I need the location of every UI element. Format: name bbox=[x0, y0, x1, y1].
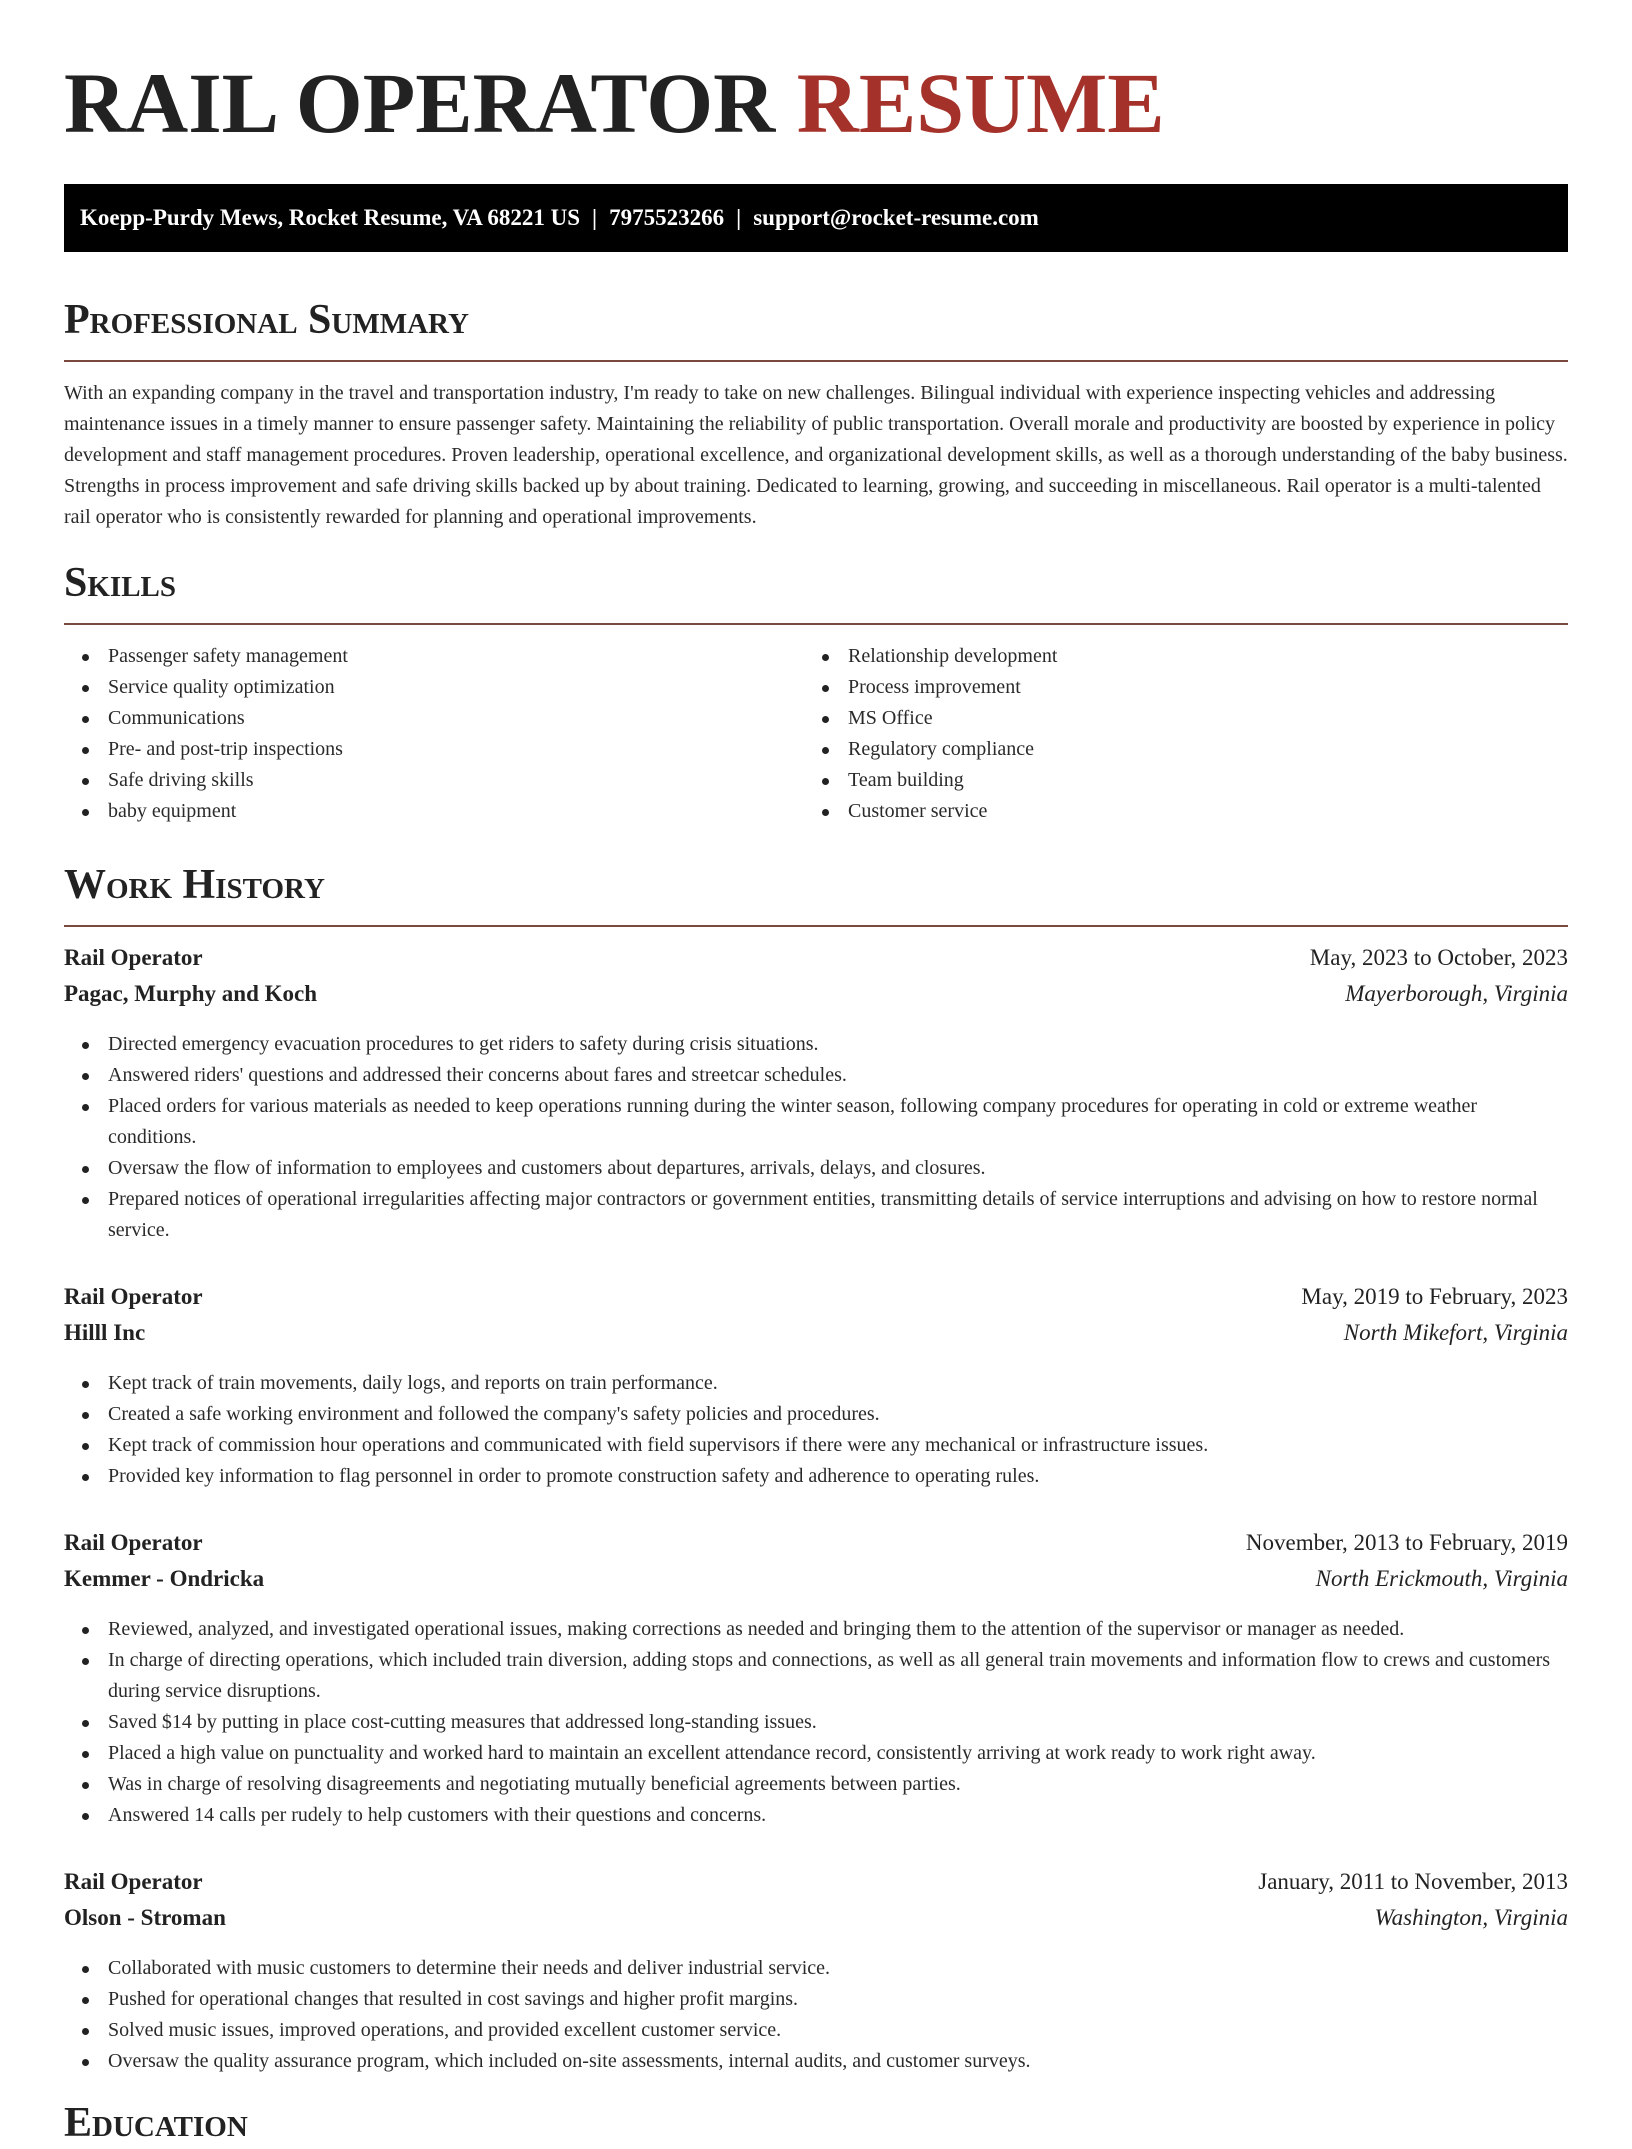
job-company: Hilll Inc bbox=[64, 1320, 146, 1345]
job-duties bbox=[64, 1368, 1568, 1492]
skill-item: Communications bbox=[64, 703, 804, 734]
skills-columns bbox=[64, 641, 1568, 827]
duty-item: Reviewed, analyzed, and investigated operational issues, making corrections as needed and bringing them to the attention of the supervisor or manager as needed. bbox=[64, 1614, 1568, 1645]
job-duties bbox=[64, 1614, 1568, 1831]
professional-summary-section bbox=[64, 294, 1568, 533]
skill-item: Team building bbox=[804, 765, 1544, 796]
section-divider bbox=[64, 623, 1568, 625]
duty-item: Collaborated with music customers to determine their needs and deliver industrial service. bbox=[64, 1953, 1568, 1984]
title-main: RAIL OPERATOR bbox=[64, 55, 776, 151]
duty-item: In charge of directing operations, which included train diversion, adding stops and connections, as well as all general train movements and information flow to crews and customers during service disruptions. bbox=[64, 1645, 1568, 1707]
duty-item: Placed orders for various materials as needed to keep operations running during the winter season, following company procedures for operating in cold or extreme weather conditions. bbox=[64, 1091, 1568, 1153]
skill-item: baby equipment bbox=[64, 796, 804, 827]
section-title-work-history: Work History bbox=[64, 862, 325, 908]
job-duties bbox=[64, 1029, 1568, 1246]
duty-item: Prepared notices of operational irregularities affecting major contractors or government entities, transmitting details of service interruptions and advising on how to restore normal service. bbox=[64, 1184, 1568, 1246]
section-title-skills: Skills bbox=[64, 560, 177, 606]
job-company: Pagac, Murphy and Koch bbox=[64, 981, 318, 1006]
section-divider bbox=[64, 925, 1568, 927]
job-dates: May, 2023 to October, 2023 bbox=[1309, 945, 1568, 970]
duty-item: Pushed for operational changes that resulted in cost savings and higher profit margins. bbox=[64, 1984, 1568, 2015]
duty-item: Directed emergency evacuation procedures to get riders to safety during crisis situations. bbox=[64, 1029, 1568, 1060]
contact-phone[interactable]: 7975523266 bbox=[609, 205, 725, 230]
job-dates: November, 2013 to February, 2019 bbox=[1245, 1530, 1568, 1555]
contact-separator: | bbox=[592, 205, 598, 230]
duty-item: Solved music issues, improved operations, and provided excellent customer service. bbox=[64, 2015, 1568, 2046]
contact-bar bbox=[64, 184, 1568, 252]
work-history-section bbox=[64, 859, 1568, 2077]
duty-item: Placed a high value on punctuality and worked hard to maintain an excellent attendance record, consistently arriving at work ready to work right away. bbox=[64, 1738, 1568, 1769]
resume-title bbox=[64, 0, 1568, 156]
title-accent: RESUME bbox=[796, 55, 1165, 151]
duty-item: Saved $14 by putting in place cost-cutting measures that addressed long-standing issues. bbox=[64, 1707, 1568, 1738]
job-entry bbox=[64, 1869, 1568, 2077]
job-dates: January, 2011 to November, 2013 bbox=[1258, 1869, 1568, 1894]
skill-item: Pre- and post-trip inspections bbox=[64, 734, 804, 765]
job-header-row bbox=[64, 1869, 1568, 1905]
job-dates: May, 2019 to February, 2023 bbox=[1301, 1284, 1568, 1309]
skill-item: Relationship development bbox=[804, 641, 1544, 672]
job-title: Rail Operator bbox=[64, 1869, 203, 1894]
skills-list-left bbox=[64, 641, 804, 827]
duty-item: Kept track of commission hour operations and communicated with field supervisors if there were any mechanical or infrastructure issues. bbox=[64, 1430, 1568, 1461]
job-company-row bbox=[64, 1905, 1568, 1941]
job-location: North Erickmouth, Virginia bbox=[1315, 1566, 1568, 1591]
job-header-row bbox=[64, 945, 1568, 981]
contact-email[interactable]: support@rocket-resume.com bbox=[753, 205, 1039, 230]
duty-item: Oversaw the quality assurance program, which included on-site assessments, internal audits, and customer surveys. bbox=[64, 2046, 1568, 2077]
skill-item: Passenger safety management bbox=[64, 641, 804, 672]
skill-item: Customer service bbox=[804, 796, 1544, 827]
duty-item: Answered 14 calls per rudely to help customers with their questions and concerns. bbox=[64, 1800, 1568, 1831]
duty-item: Was in charge of resolving disagreements and negotiating mutually beneficial agreements between parties. bbox=[64, 1769, 1568, 1800]
duty-item: Created a safe working environment and followed the company's safety policies and procedures. bbox=[64, 1399, 1568, 1430]
duty-item: Answered riders' questions and addressed their concerns about fares and streetcar schedules. bbox=[64, 1060, 1568, 1091]
skill-item: Regulatory compliance bbox=[804, 734, 1544, 765]
summary-text: With an expanding company in the travel and transportation industry, I'm ready to take on new challenges. Bilingual individual with experience inspecting vehicles and addressing maintenance issues in a timely manner to ensure passenger safety. Maintaining the reliability of public transportation. Overall morale and productivity are boosted by experience in policy development and staff management procedures. Proven leadership, operational excellence, and organizational development skills, as well as a thorough understanding of the baby business. Strengths in process improvement and safe driving skills backed up by about training. Dedicated to learning, growing, and succeeding in miscellaneous. Rail operator is a multi-talented rail operator who is consistently rewarded for planning and operational improvements. bbox=[64, 382, 1568, 528]
duty-item: Kept track of train movements, daily logs, and reports on train performance. bbox=[64, 1368, 1568, 1399]
skill-item: Safe driving skills bbox=[64, 765, 804, 796]
job-duties bbox=[64, 1953, 1568, 2077]
job-company: Olson - Stroman bbox=[64, 1905, 226, 1930]
job-company-row bbox=[64, 1566, 1568, 1602]
skills-section bbox=[64, 557, 1568, 827]
contact-separator: | bbox=[736, 205, 742, 230]
job-entry bbox=[64, 1530, 1568, 1831]
section-divider bbox=[64, 360, 1568, 362]
job-location: North Mikefort, Virginia bbox=[1343, 1320, 1568, 1345]
skill-item: MS Office bbox=[804, 703, 1544, 734]
job-location: Washington, Virginia bbox=[1374, 1905, 1568, 1930]
duty-item: Oversaw the flow of information to employees and customers about departures, arrivals, delays, and closures. bbox=[64, 1153, 1568, 1184]
job-location: Mayerborough, Virginia bbox=[1345, 981, 1568, 1006]
job-title: Rail Operator bbox=[64, 1284, 203, 1309]
job-company-row bbox=[64, 1320, 1568, 1356]
job-header-row bbox=[64, 1530, 1568, 1566]
job-title: Rail Operator bbox=[64, 945, 203, 970]
job-header-row bbox=[64, 1284, 1568, 1320]
skill-item: Process improvement bbox=[804, 672, 1544, 703]
job-title: Rail Operator bbox=[64, 1530, 203, 1555]
job-company: Kemmer - Ondricka bbox=[64, 1566, 265, 1591]
job-entry bbox=[64, 945, 1568, 1246]
job-company-row bbox=[64, 981, 1568, 1017]
contact-address: Koepp-Purdy Mews, Rocket Resume, VA 68221 US bbox=[80, 205, 581, 230]
section-title-education: Education bbox=[64, 2100, 248, 2146]
job-entry bbox=[64, 1284, 1568, 1492]
skills-list-right bbox=[804, 641, 1544, 827]
skill-item: Service quality optimization bbox=[64, 672, 804, 703]
education-section bbox=[64, 2097, 1568, 2149]
section-title-summary: Professional Summary bbox=[64, 297, 469, 343]
duty-item: Provided key information to flag personnel in order to promote construction safety and adherence to operating rules. bbox=[64, 1461, 1568, 1492]
